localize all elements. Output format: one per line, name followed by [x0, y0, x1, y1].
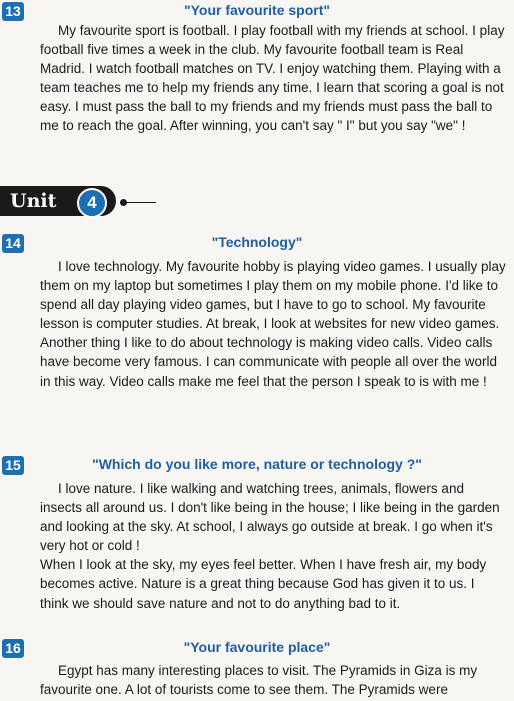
essay-body [40, 661, 506, 699]
essay-body [40, 479, 506, 613]
essay-body [40, 21, 506, 136]
essay-title: "Your favourite sport" [183, 2, 331, 18]
unit-number-badge: 4 [77, 188, 107, 218]
essay-title: "Your favourite place" [183, 639, 331, 655]
essay-paragraph: My favourite sport is football. I play football with my friends at school. I play football five times a week in the club. My favourite football team is Real Madrid. I watch football matches on TV. I enjoy watching them. Playing with a team teaches me to help my friends any time. I learn that scoring a goal is not easy. I must pass the ball to my friends and my friends must pass the ball to me to reach the goal. After winning, you can't say " I" but you say "we" ! [40, 23, 505, 134]
essay-paragraph: Egypt has many interesting places to visit. The Pyramids in Giza is my favourite one. A lot of tourists come to see them. The Pyramids were [40, 663, 478, 698]
essay-paragraph: Another thing I like to do about technology is making video calls. Video calls have become very famous. I can communicate with people all over the world in this way. Video calls make me feel that the person I speak to is with me ! [40, 335, 497, 389]
essay-title: "Which do you like more, nature or technology ?" [92, 456, 422, 472]
essay-number-badge: 13 [2, 2, 24, 21]
essay-body [40, 257, 506, 391]
essay-paragraph: When I look at the sky, my eyes feel better. When I have fresh air, my body becomes active. Nature is a great thing because God has given it to us. I think we should save nature and not to do anything bad to it. [40, 557, 487, 611]
essay-title: "Technology" [211, 234, 303, 250]
essay-paragraph: I love technology. My favourite hobby is playing video games. I usually play them on my laptop but sometimes I play them on my mobile phone. I'd like to spend all day playing video games, but I have to go to school. My favourite lesson is computer studies. At break, I look at websites for new video games. [40, 259, 506, 332]
essay-paragraph: I love nature. I like walking and watching trees, animals, flowers and insects all around us. I don't like being in the house; I like being in the garden and looking at the sky. At school, I always go outside at break. I go when it's very hot or cold ! [40, 481, 500, 554]
unit-banner [0, 186, 160, 218]
essay-number-badge: 14 [2, 234, 24, 253]
essay-number-badge: 16 [2, 639, 24, 658]
unit-label: Unit [10, 190, 57, 212]
unit-divider-line [120, 202, 156, 203]
essay-number-badge: 15 [2, 456, 24, 475]
